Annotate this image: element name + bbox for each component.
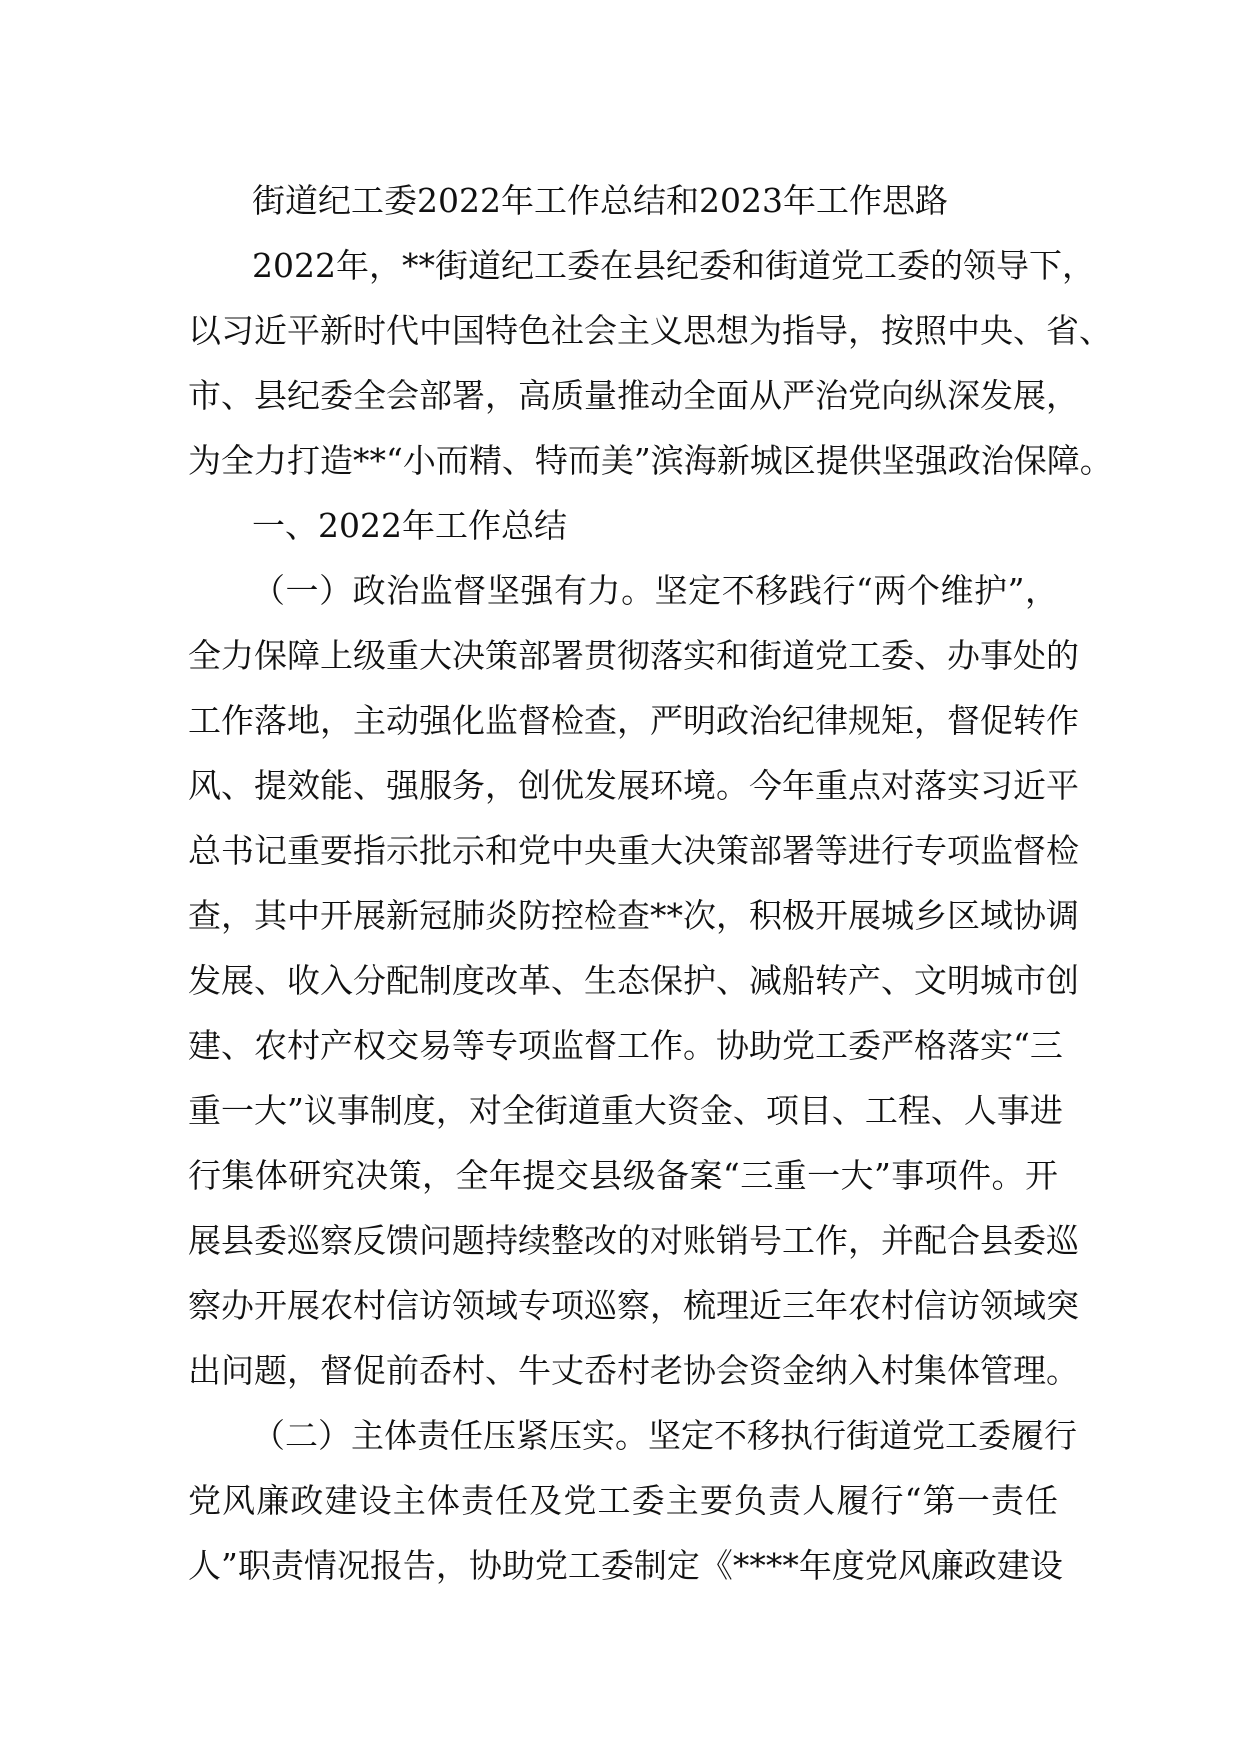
paragraph-line: 建、农村产权交易等专项监督工作。协助党工委严格落实“三 bbox=[188, 1026, 1063, 1065]
intro-paragraph bbox=[188, 233, 1113, 493]
section-heading: 一、2022年工作总结 bbox=[252, 506, 567, 545]
paragraph-line: 党风廉政建设主体责任及党工委主要负责人履行“第一责任 bbox=[188, 1481, 1058, 1520]
intro-line: 为全力打造**“小而精、特而美”滨海新城区提供坚强政治保障。 bbox=[188, 441, 1113, 480]
paragraph-line: 总书记重要指示批示和党中央重大决策部署等进行专项监督检 bbox=[188, 831, 1079, 870]
document-body bbox=[188, 168, 1113, 1598]
paragraph-line: （二）主体责任压紧压实。坚定不移执行街道党工委履行 bbox=[252, 1416, 1077, 1455]
intro-line: 市、县纪委全会部署，高质量推动全面从严治党向纵深发展， bbox=[188, 376, 1079, 415]
paragraph-political-supervision bbox=[188, 558, 1079, 1403]
paragraph-line: 风、提效能、强服务，创优发展环境。今年重点对落实习近平 bbox=[188, 766, 1079, 805]
paragraph-main-responsibility bbox=[188, 1403, 1077, 1598]
document-title: 街道纪工委2022年工作总结和2023年工作思路 bbox=[252, 181, 948, 220]
paragraph-line: 展县委巡察反馈问题持续整改的对账销号工作，并配合县委巡 bbox=[188, 1221, 1079, 1260]
paragraph-line: （一）政治监督坚强有力。坚定不移践行“两个维护”， bbox=[252, 571, 1058, 610]
paragraph-line: 查，其中开展新冠肺炎防控检查**次，积极开展城乡区域协调 bbox=[188, 896, 1079, 935]
paragraph-line: 出问题，督促前岙村、牛丈岙村老协会资金纳入村集体管理。 bbox=[188, 1351, 1079, 1390]
intro-line: 2022年，**街道纪工委在县纪委和街道党工委的领导下， bbox=[252, 246, 1095, 285]
paragraph-line: 工作落地，主动强化监督检查，严明政治纪律规矩，督促转作 bbox=[188, 701, 1079, 740]
paragraph-line: 行集体研究决策，全年提交县级备案“三重一大”事项件。开 bbox=[188, 1156, 1058, 1195]
paragraph-line: 发展、收入分配制度改革、生态保护、减船转产、文明城市创 bbox=[188, 961, 1079, 1000]
paragraph-line: 全力保障上级重大决策部署贯彻落实和街道党工委、办事处的 bbox=[188, 636, 1079, 675]
paragraph-line: 察办开展农村信访领域专项巡察，梳理近三年农村信访领域突 bbox=[188, 1286, 1079, 1325]
paragraph-line: 人”职责情况报告，协助党工委制定《****年度党风廉政建设 bbox=[188, 1546, 1063, 1585]
intro-line: 以习近平新时代中国特色社会主义思想为指导，按照中央、省、 bbox=[188, 311, 1112, 350]
paragraph-line: 重一大”议事制度，对全街道重大资金、项目、工程、人事进 bbox=[188, 1091, 1063, 1130]
